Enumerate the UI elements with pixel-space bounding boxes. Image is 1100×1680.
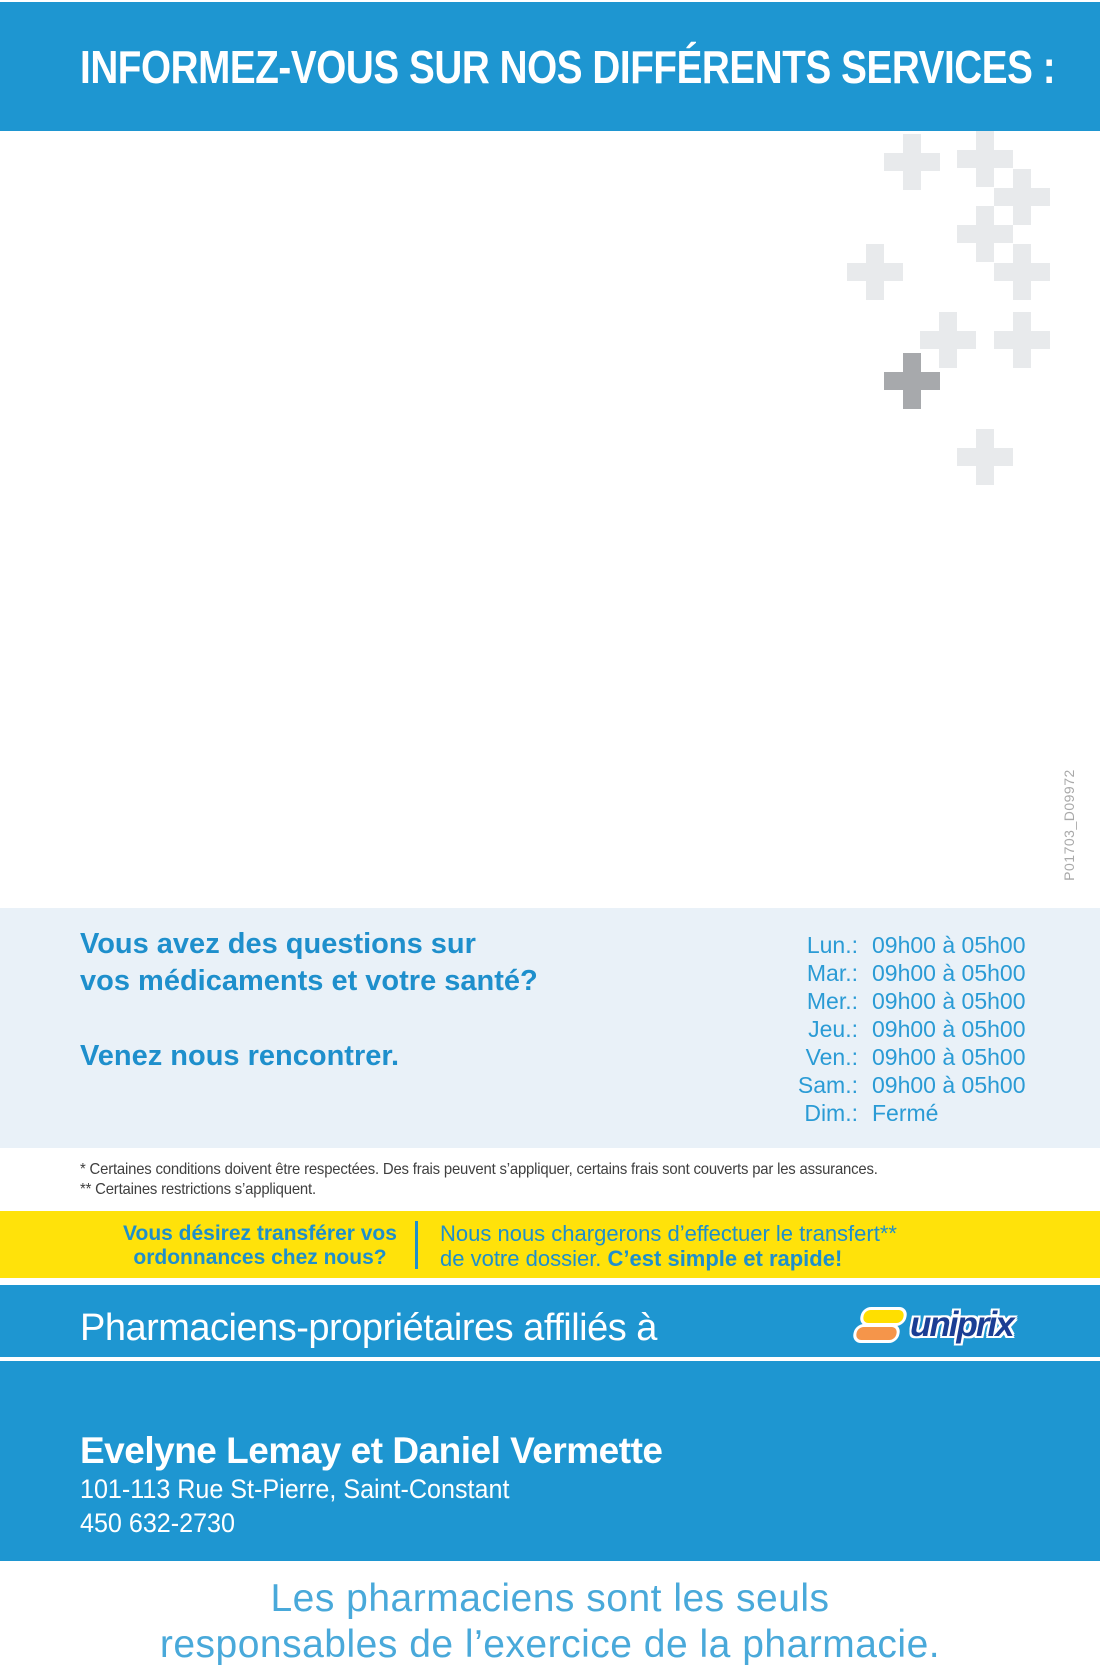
transfer-answer-bold: C’est simple et rapide!	[607, 1246, 843, 1271]
transfer-answer	[440, 1221, 897, 1271]
print-code: P01703_D09972	[1061, 769, 1077, 881]
hours-day: Mer.:	[806, 988, 858, 1014]
logo-bar-yellow	[862, 1310, 904, 1323]
hours-row	[746, 987, 1026, 1015]
questions-text	[80, 926, 538, 1000]
plus-icon	[884, 134, 940, 190]
hours-time: 09h00 à 05h00	[872, 988, 1026, 1014]
footnote-restrictions: ** Certaines restrictions s’appliquent.	[80, 1181, 316, 1198]
transfer-banner	[0, 1211, 1100, 1278]
hours-time: 09h00 à 05h00	[872, 1044, 1026, 1070]
opening-hours	[746, 931, 1026, 1127]
plus-icon	[957, 429, 1013, 485]
footnotes	[80, 1160, 878, 1200]
plus-icon	[994, 244, 1050, 300]
hours-time: 09h00 à 05h00	[872, 960, 1026, 986]
transfer-answer-line1: Nous nous chargerons d’effectuer le transfert**	[440, 1221, 897, 1246]
header-banner	[0, 2, 1100, 131]
hours-row	[746, 959, 1026, 987]
hours-day: Ven.:	[805, 1044, 858, 1070]
uniprix-wordmark: uniprix	[910, 1305, 1013, 1344]
transfer-answer-regular: de votre dossier.	[440, 1246, 608, 1271]
transfer-question	[100, 1222, 420, 1270]
hours-row	[746, 1099, 1026, 1127]
hours-row	[746, 1043, 1026, 1071]
hours-time: 09h00 à 05h00	[872, 1072, 1026, 1098]
vertical-divider	[415, 1221, 418, 1269]
logo-bar-orange	[855, 1327, 897, 1340]
transfer-question-line1: Vous désirez transférer vos	[123, 1222, 397, 1245]
plus-icon	[847, 244, 903, 300]
disclaimer-line2: responsables de l’exercice de la pharmacie.	[159, 1623, 941, 1666]
uniprix-logo	[858, 1305, 1013, 1345]
hours-day: Dim.:	[804, 1100, 858, 1126]
affiliation-text: Pharmaciens-propriétaires affiliés à	[80, 1307, 657, 1349]
footnote-conditions: * Certaines conditions doivent être respectées. Des frais peuvent s’appliquer, certains frais sont couverts par les assurances.	[80, 1161, 878, 1178]
hours-row	[746, 931, 1026, 959]
hours-day: Jeu.:	[808, 1016, 858, 1042]
legal-disclaimer	[0, 1576, 1100, 1668]
questions-line2: vos médicaments et votre santé?	[80, 965, 538, 997]
plus-icon	[994, 312, 1050, 368]
hours-time: Fermé	[872, 1100, 939, 1126]
hours-time: 09h00 à 05h00	[872, 1016, 1026, 1042]
disclaimer-line1: Les pharmaciens sont les seuls	[270, 1577, 830, 1620]
divider-line	[0, 1357, 1100, 1361]
bottom-blue-block	[0, 1285, 1100, 1561]
transfer-question-line2: ordonnances chez nous?	[133, 1246, 387, 1269]
hours-day: Mar.:	[806, 960, 858, 986]
hours-day: Lun.:	[806, 932, 858, 958]
info-panel	[0, 908, 1100, 1148]
page-title: INFORMEZ-VOUS SUR NOS DIFFÉRENTS SERVICES :	[80, 41, 1056, 93]
pharmacy-phone: 450 632-2730	[80, 1508, 235, 1538]
plus-icon	[884, 353, 940, 409]
hours-time: 09h00 à 05h00	[872, 932, 1026, 958]
hours-day: Sam.:	[797, 1072, 858, 1098]
hours-row	[746, 1071, 1026, 1099]
questions-line1: Vous avez des questions sur	[80, 928, 476, 960]
hours-row	[746, 1015, 1026, 1043]
pharmacy-address: 101-113 Rue St-Pierre, Saint-Constant	[80, 1474, 510, 1504]
pharmacist-names: Evelyne Lemay et Daniel Vermette	[80, 1430, 663, 1471]
transfer-answer-line2	[440, 1246, 897, 1271]
uniprix-bars-icon	[855, 1310, 904, 1340]
meet-us-text: Venez nous rencontrer.	[80, 1040, 400, 1072]
